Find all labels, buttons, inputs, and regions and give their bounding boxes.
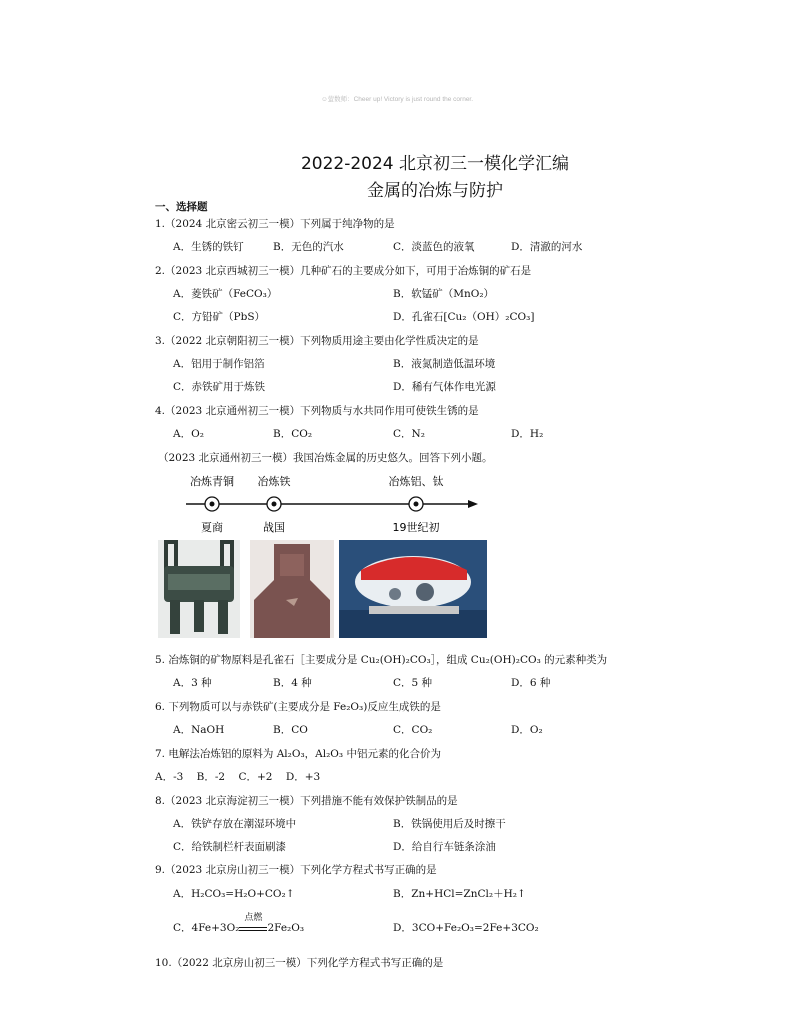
iron-tool-image: [250, 540, 334, 638]
q8-option-b: B．铁锅使用后及时擦干: [393, 818, 506, 830]
timeline-era-xiashang: 夏商: [201, 521, 223, 534]
q9-option-c: [173, 913, 305, 935]
q10-stem: 10.（2022 北京房山初三一模）下列化学方程式书写正确的是: [155, 957, 444, 969]
q3-option-b: B．液氮制造低温环境: [393, 358, 496, 370]
q3-option-d: D．稀有气体作电光源: [393, 381, 496, 393]
q7-options: A．-3 B．-2 C．+2 D．+3: [155, 771, 321, 783]
group-intro: （2023 北京通州初三一模）我国冶炼金属的历史悠久。回答下列小题。: [158, 452, 493, 464]
timeline-arrow-icon: [468, 500, 478, 508]
q2-option-a: A．菱铁矿（FeCO₃）: [173, 288, 278, 300]
q9-c-condition: 点燃: [244, 913, 263, 923]
q6-stem: 6. 下列物质可以与赤铁矿(主要成分是 Fe₂O₃)反应生成铁的是: [155, 701, 441, 713]
timeline-era-zhanguo: 战国: [263, 521, 285, 534]
timeline-label-al-ti: 冶炼铝、钛: [388, 475, 444, 488]
q2-option-d: D．孔雀石[Cu₂（OH）₂CO₃]: [393, 311, 535, 323]
q8-option-c: C．给铁制栏杆表面刷漆: [173, 841, 287, 853]
q5-option-d: D．6 种: [511, 677, 551, 689]
q2-option-c: C．方铅矿（PbS）: [173, 311, 266, 323]
watermark: ☺萤数师：Cheer up! Victory is just round the corner.: [320, 96, 474, 103]
reaction-condition: [239, 913, 267, 931]
q1-option-c: C．淡蓝色的液氧: [393, 241, 475, 253]
q9-option-a: A．H₂CO₃=H₂O+CO₂↑: [173, 888, 295, 900]
timeline-label-bronze: 冶炼青铜: [190, 475, 234, 488]
q4-option-b: B．CO₂: [273, 428, 313, 440]
q3-option-c: C．赤铁矿用于炼铁: [173, 381, 266, 393]
q1-option-a: A．生锈的铁钉: [173, 241, 244, 253]
q9-c-right: 2Fe₂O₃: [267, 922, 305, 934]
q3-stem: 3.（2022 北京朝阳初三一模）下列物质用途主要由化学性质决定的是: [155, 335, 479, 347]
q6-option-b: B．CO: [273, 724, 308, 736]
q5-option-b: B．4 种: [273, 677, 312, 689]
timeline-marker: [210, 502, 215, 507]
q6-option-a: A．NaOH: [173, 724, 225, 736]
q1-stem: 1.（2024 北京密云初三一模）下列属于纯净物的是: [155, 218, 395, 230]
q1-option-d: D．清澈的河水: [511, 241, 583, 253]
q8-option-d: D．给自行车链条涂油: [393, 841, 496, 853]
q9-c-left: C．4Fe+3O₂: [173, 922, 240, 934]
timeline-marker: [272, 502, 277, 507]
timeline-era-19c: 19世纪初: [392, 521, 440, 534]
q4-stem: 4.（2023 北京通州初三一模）下列物质与水共同作用可使铁生锈的是: [155, 405, 479, 417]
q3-option-a: A．铝用于制作铝箔: [173, 358, 265, 370]
q9-option-b: B．Zn+HCl=ZnCl₂＋H₂↑: [393, 888, 526, 900]
doc-subtitle: 金属的冶炼与防护: [367, 181, 503, 201]
q2-option-b: B．软锰矿（MnO₂）: [393, 288, 495, 300]
bronze-ding-image: [158, 540, 240, 638]
timeline-label-iron: 冶炼铁: [257, 475, 291, 488]
q4-option-d: D．H₂: [511, 428, 544, 440]
section-heading: 一、选择题: [155, 201, 208, 213]
q4-option-c: C．N₂: [393, 428, 425, 440]
q6-option-c: C．CO₂: [393, 724, 433, 736]
q4-option-a: A．O₂: [173, 428, 204, 440]
q8-stem: 8.（2023 北京海淀初三一模）下列措施不能有效保护铁制品的是: [155, 795, 458, 807]
q5-option-a: A．3 种: [173, 677, 212, 689]
q2-stem: 2.（2023 北京西城初三一模）几种矿石的主要成分如下，可用于冶炼铜的矿石是: [155, 265, 532, 277]
q5-option-c: C．5 种: [393, 677, 433, 689]
doc-title: 2022-2024 北京初三一模化学汇编: [300, 154, 570, 174]
q7-stem: 7. 电解法冶炼铝的原料为 Al₂O₃，Al₂O₃ 中铝元素的化合价为: [155, 748, 441, 760]
submersible-image: [339, 540, 487, 638]
q1-option-b: B．无色的汽水: [273, 241, 344, 253]
metal-history-timeline: [180, 472, 480, 542]
q9-option-d: D．3CO+Fe₂O₃=2Fe+3CO₂: [393, 922, 539, 934]
q8-option-a: A．铁铲存放在潮湿环境中: [173, 818, 297, 830]
q5-stem: 5. 冶炼铜的矿物原料是孔雀石［主要成分是 Cu₂(OH)₂CO₃］，组成 Cu₂(OH)₂CO₃ 的元素种类为: [155, 654, 608, 666]
q9-stem: 9.（2023 北京房山初三一模）下列化学方程式书写正确的是: [155, 864, 437, 876]
q6-option-d: D．O₂: [511, 724, 543, 736]
timeline-marker: [414, 502, 419, 507]
